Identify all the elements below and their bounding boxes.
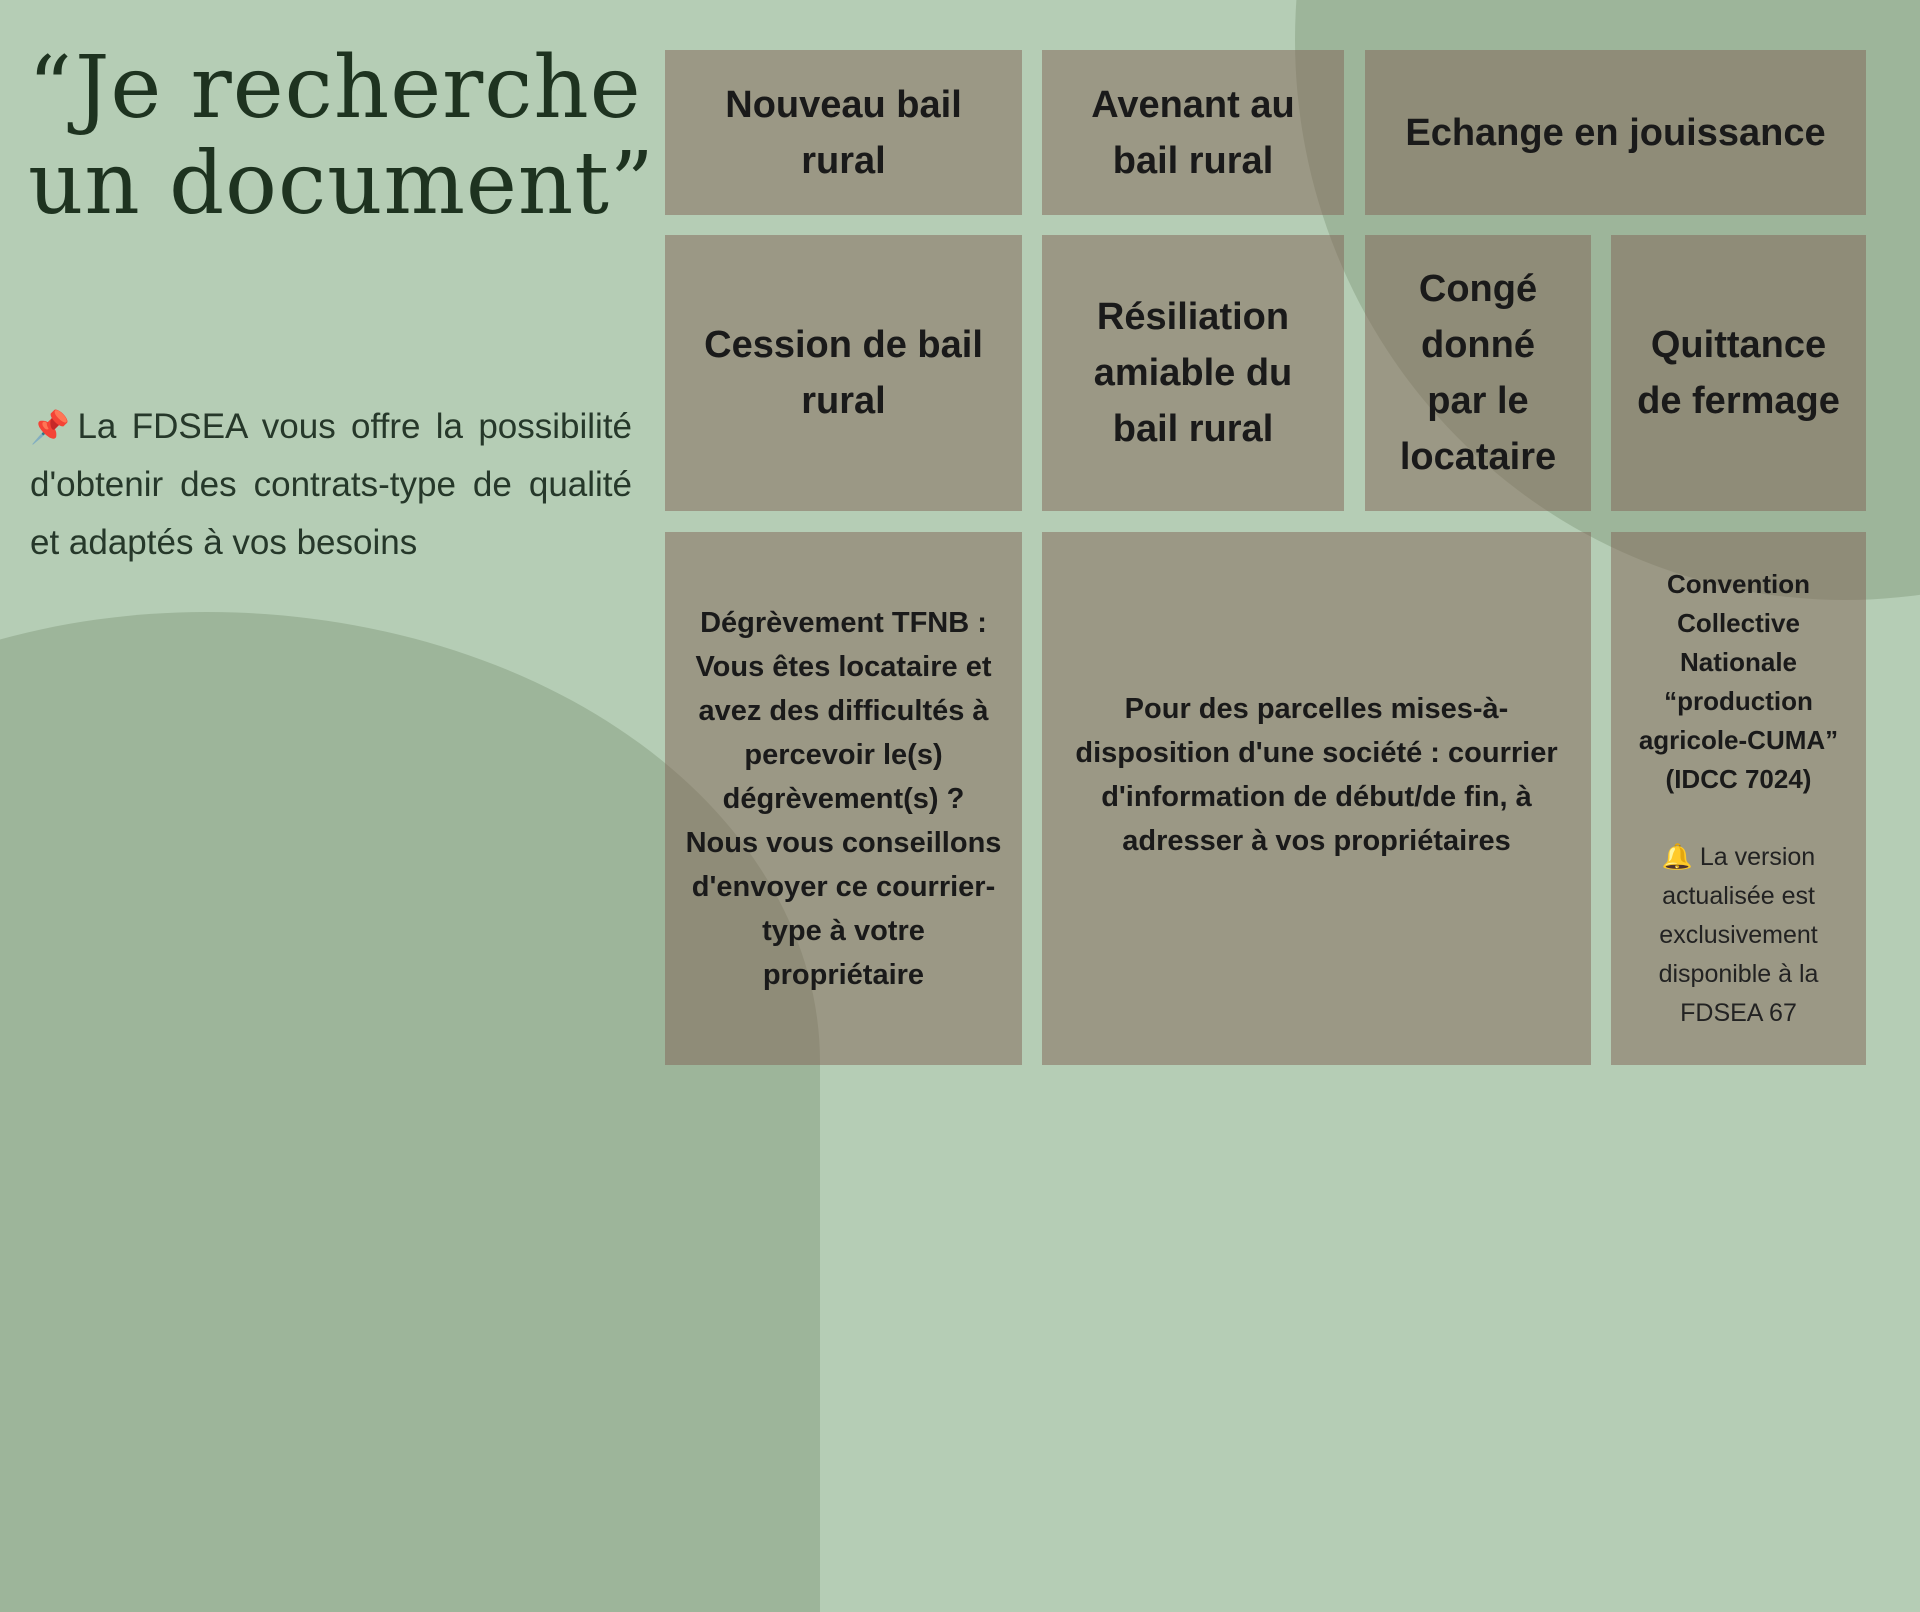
card-label: Résiliation amiable du bail rural	[1093, 296, 1293, 450]
card-conge-locataire[interactable]	[1365, 235, 1591, 511]
card-echange-jouissance[interactable]	[1365, 50, 1866, 215]
card-nouveau-bail-rural[interactable]	[665, 50, 1022, 215]
card-label: Avenant au bail rural	[1091, 83, 1295, 182]
convention-note-text: La version actualisée est exclusivement disponible à la FDSEA 67	[1658, 842, 1819, 1027]
card-label: Convention Collective Nationale “production agricole-CUMA” (IDCC 7024)	[1638, 568, 1839, 794]
card-label: Dégrèvement TFNB : Vous êtes locataire et avez des difficultés à percevoir le(s) dégrèvement(s) ? Nous vous conseillons d'envoyer ce courrier-type à votre propriétaire	[685, 606, 1002, 991]
card-cession-bail-rural[interactable]	[665, 235, 1022, 511]
card-label: Congé donné par le locataire	[1399, 268, 1557, 478]
card-resiliation-amiable[interactable]	[1042, 235, 1344, 511]
card-label: Cession de bail rural	[704, 324, 983, 422]
pushpin-icon: 📌	[30, 408, 76, 446]
page-title: “Je recherche un document”	[28, 38, 655, 234]
card-label: Echange en jouissance	[1405, 111, 1826, 154]
card-parcelles-mise-a-disposition[interactable]	[1042, 532, 1591, 1065]
intro-label: La FDSEA vous offre la possibilité d'obtenir des contrats-type de qualité et adaptés à vos besoins	[30, 407, 633, 562]
card-label: Pour des parcelles mises-à-disposition d'une société : courrier d'information de début/de fin, à adresser à vos propriétaires	[1075, 693, 1558, 857]
bell-icon: 🔔	[1661, 841, 1693, 871]
card-quittance-fermage[interactable]	[1611, 235, 1866, 511]
card-label: Nouveau bail rural	[725, 83, 962, 182]
card-label: Quittance de fermage	[1637, 324, 1840, 422]
card-degrevement-tfnb[interactable]	[665, 532, 1022, 1065]
convention-note	[1639, 837, 1839, 1033]
intro-text	[30, 398, 632, 572]
card-avenant-bail-rural[interactable]	[1042, 50, 1344, 215]
card-convention-collective[interactable]	[1611, 532, 1866, 1065]
